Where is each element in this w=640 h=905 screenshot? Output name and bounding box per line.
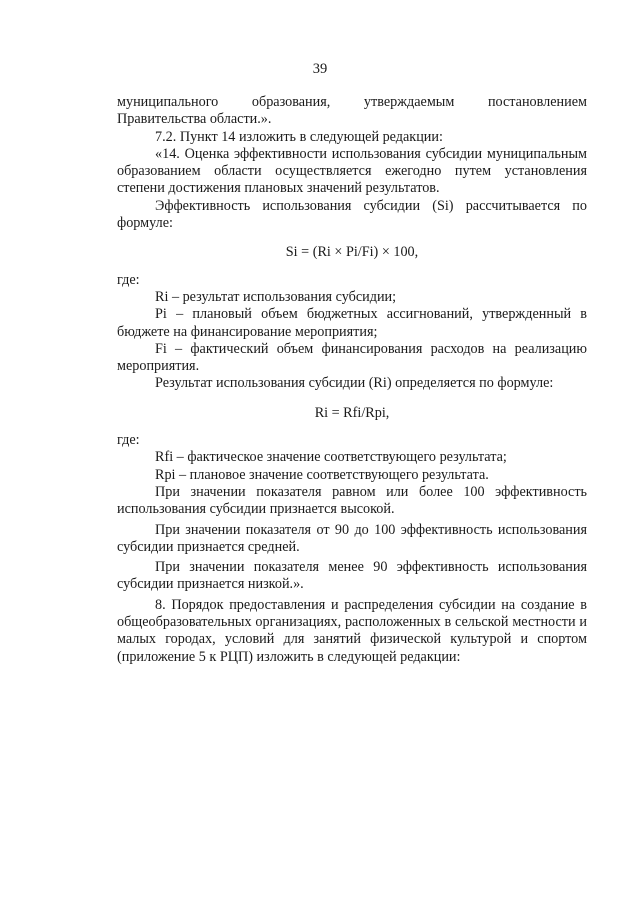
paragraph-result-intro: Результат использования субсидии (Ri) определяется по формуле: <box>155 375 554 392</box>
definition-fi: Fi – фактический объем финансирования расходов на реализацию мероприятия. <box>117 340 587 375</box>
definition-pi: Pi – плановый объем бюджетных ассигнований, утвержденный в бюджете на финансирование мероприятия; <box>117 306 587 340</box>
where-label-2: где: <box>117 432 140 449</box>
formula-ri: Ri = Rfi/Rpi, <box>314 404 390 421</box>
paragraph-medium-efficiency: При значении показателя от 90 до 100 эффективность использования субсидии признается средней. <box>117 521 587 555</box>
document-body <box>117 94 587 666</box>
paragraph-item-7-2: 7.2. Пункт 14 изложить в следующей редакции: <box>155 128 443 145</box>
page-number: 39 <box>312 61 328 77</box>
paragraph-high-efficiency: При значении показателя равном или более 100 эффективность использования субсидии признается высокой. <box>117 483 587 518</box>
paragraph-continuation: муниципального образования, утверждаемым постановлением Правительства области.». <box>117 94 587 128</box>
definition-rpi: Rpi – плановое значение соответствующего результата. <box>155 466 489 483</box>
formula-si: Si = (Ri × Pi/Fi) × 100, <box>285 244 419 261</box>
where-label-1: где: <box>117 271 140 288</box>
paragraph-clause-14: «14. Оценка эффективности использования субсидии муниципальным образованием области осуществляется ежегодно путем установления степени достижения плановых значений результатов. <box>117 145 587 197</box>
paragraph-item-8: 8. Порядок предоставления и распределения субсидии на создание в общеобразовательных организациях, расположенных в сельской местности и малых городах, условий для занятий физической культурой и спортом (приложение 5 к РЦП) изложить в следующей редакции: <box>117 596 587 665</box>
definition-ri: Ri – результат использования субсидии; <box>155 288 397 305</box>
paragraph-low-efficiency: При значении показателя менее 90 эффективность использования субсидии признается низкой.». <box>117 559 587 593</box>
definition-rfi: Rfi – фактическое значение соответствующего результата; <box>155 449 507 466</box>
paragraph-efficiency-intro: Эффективность использования субсидии (Si) рассчитывается по формуле: <box>117 197 587 232</box>
